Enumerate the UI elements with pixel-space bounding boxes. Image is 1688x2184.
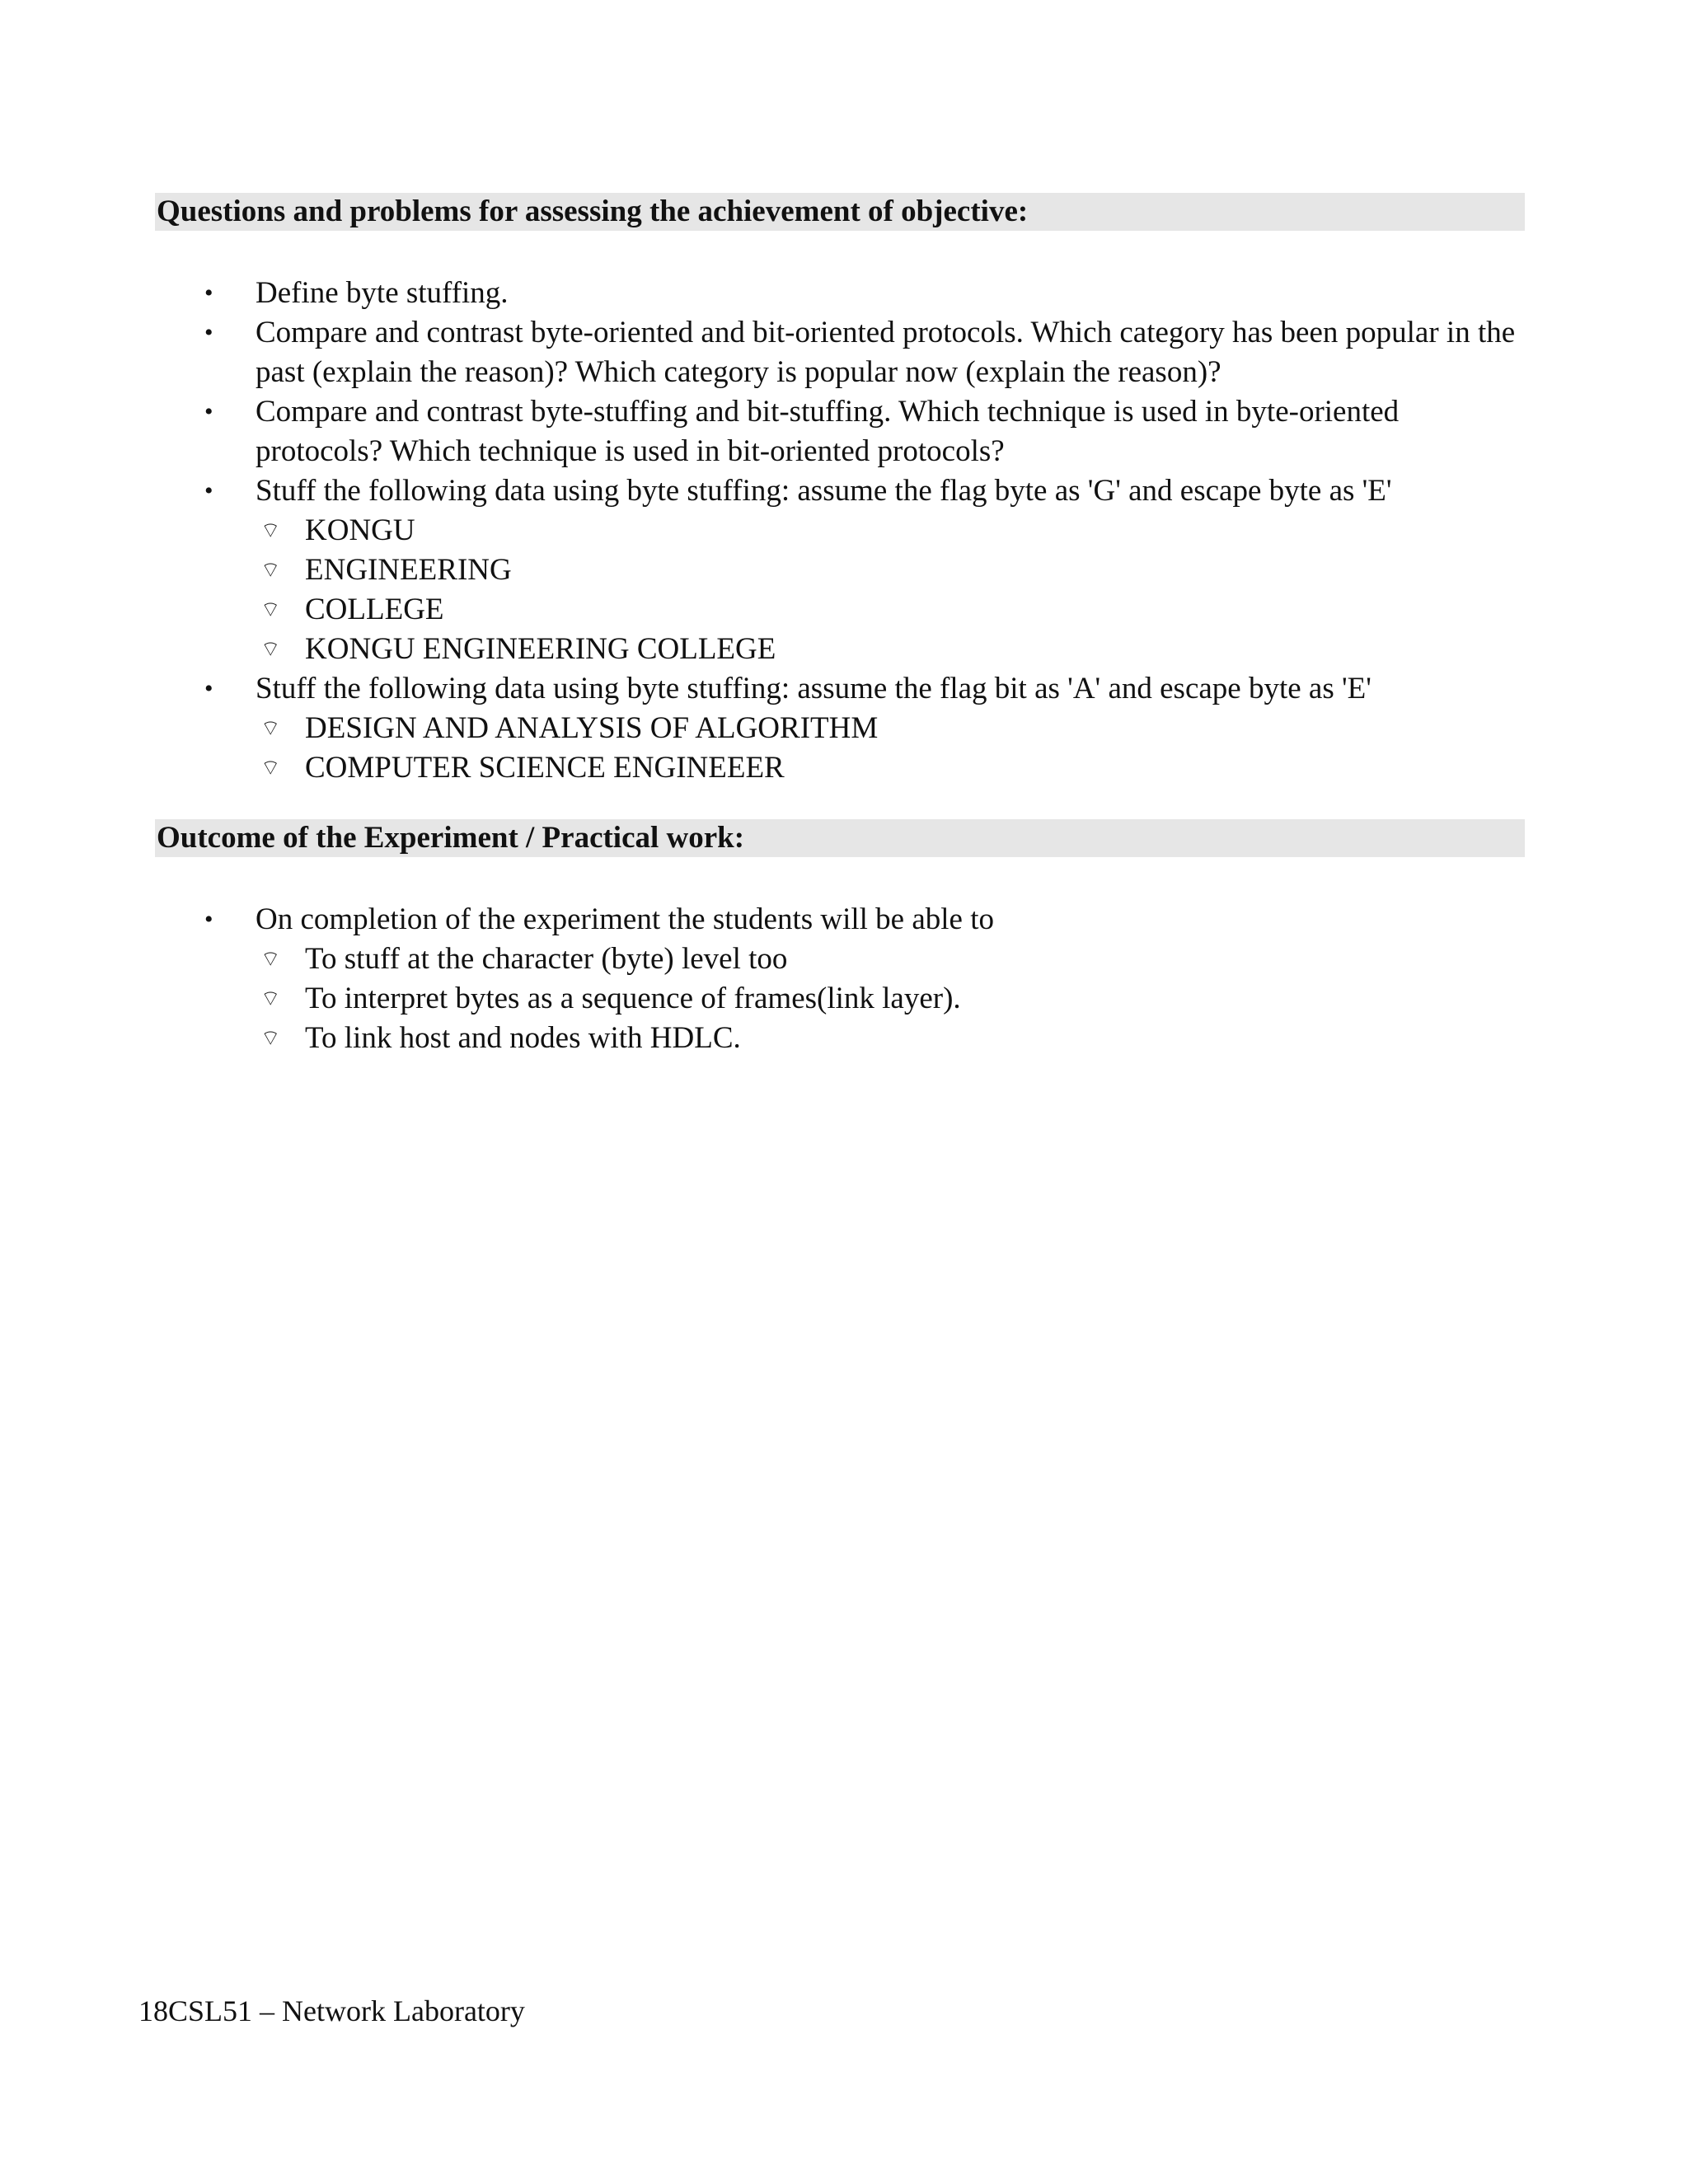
sub-bullet-icon: ⌔: [260, 558, 281, 583]
sub-list-item-text: COLLEGE: [305, 593, 444, 626]
sub-bullet-icon: ⌔: [260, 518, 281, 543]
sub-bullet-icon: ⌔: [260, 756, 281, 780]
list-item: [0, 471, 1525, 669]
sub-list-item: [256, 940, 1525, 979]
sub-list-item: [256, 748, 1525, 788]
outcome-heading: Outcome of the Experiment / Practical work:: [155, 819, 1525, 857]
list-item: [0, 900, 1525, 1058]
sub-list: [256, 940, 1525, 1058]
list-item-text: Compare and contrast byte-oriented and bit-oriented protocols. Which category has been popular in the past (explain the reason)? Which category is popular now (explain the reason)?: [256, 316, 1516, 389]
sub-list: [256, 709, 1525, 788]
sub-bullet-icon: ⌔: [260, 947, 281, 972]
sub-bullet-icon: ⌔: [260, 1026, 281, 1051]
sub-list-item: [256, 590, 1525, 630]
sub-bullet-icon: ⌔: [260, 637, 281, 662]
sub-bullet-icon: ⌔: [260, 598, 281, 622]
bullet-icon: •: [204, 477, 213, 504]
outcome-list: [0, 900, 1525, 1058]
list-item-text: Compare and contrast byte-stuffing and bit-stuffing. Which technique is used in byte-oriented protocols? Which technique is used in bit-oriented protocols?: [256, 395, 1400, 468]
bullet-icon: •: [204, 906, 213, 933]
sub-list-item: [256, 511, 1525, 551]
sub-list-item-text: KONGU ENGINEERING COLLEGE: [305, 632, 776, 666]
sub-list-item: [256, 551, 1525, 590]
bullet-icon: •: [204, 319, 213, 346]
list-item: [0, 669, 1525, 788]
sub-list-item-text: KONGU: [305, 513, 415, 547]
bullet-icon: •: [204, 279, 213, 307]
list-item: [0, 313, 1525, 392]
sub-list-item: [256, 709, 1525, 748]
list-item-text: On completion of the experiment the students will be able to: [256, 902, 995, 936]
bullet-icon: •: [204, 675, 213, 702]
sub-list-item: [256, 1019, 1525, 1058]
sub-list-item-text: ENGINEERING: [305, 553, 512, 587]
sub-bullet-icon: ⌔: [260, 987, 281, 1011]
sub-list: [256, 511, 1525, 669]
list-item: [0, 274, 1525, 313]
sub-list-item-text: To stuff at the character (byte) level too: [305, 942, 788, 976]
sub-list-item-text: To link host and nodes with HDLC.: [305, 1021, 741, 1055]
list-item-text: Define byte stuffing.: [256, 276, 509, 310]
sub-list-item-text: To interpret bytes as a sequence of frames(link layer).: [305, 982, 961, 1015]
list-item-text: Stuff the following data using byte stuffing: assume the flag bit as 'A' and escape byte as 'E': [256, 672, 1372, 705]
list-item: [0, 392, 1525, 471]
sub-list-item: [256, 630, 1525, 669]
sub-list-item-text: COMPUTER SCIENCE ENGINEEER: [305, 751, 785, 785]
questions-list: [0, 274, 1525, 788]
sub-list-item-text: DESIGN AND ANALYSIS OF ALGORITHM: [305, 711, 879, 745]
sub-bullet-icon: ⌔: [260, 716, 281, 741]
list-item-text: Stuff the following data using byte stuffing: assume the flag byte as 'G' and escape byte as 'E': [256, 474, 1392, 508]
footer-text: 18CSL51 – Network Laboratory: [138, 1994, 525, 2027]
bullet-icon: •: [204, 398, 213, 425]
sub-list-item: [256, 979, 1525, 1019]
questions-heading: Questions and problems for assessing the achievement of objective:: [155, 193, 1525, 231]
